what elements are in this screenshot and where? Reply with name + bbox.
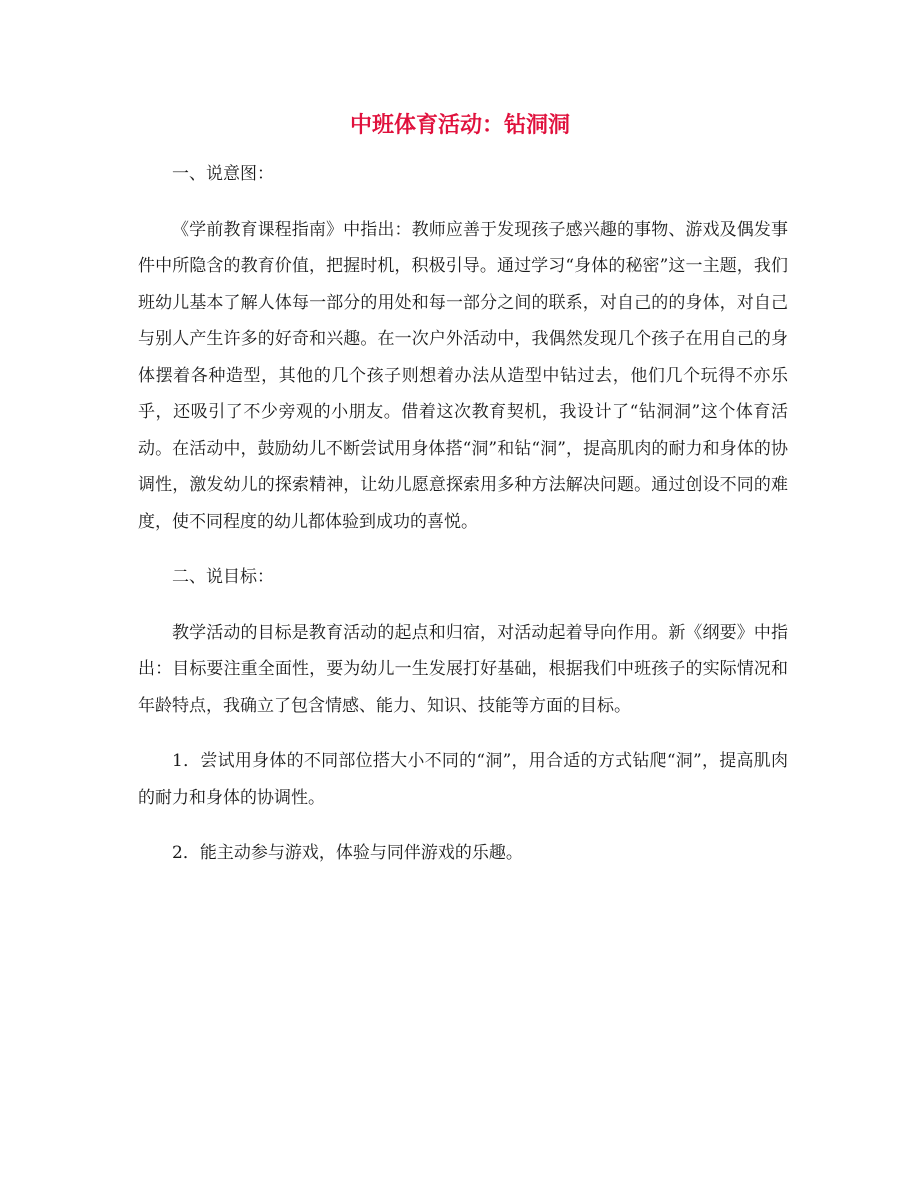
goal-item-2: 2．能主动参与游戏，体验与同伴游戏的乐趣。: [172, 843, 523, 863]
document-body: [138, 156, 788, 891]
paragraph-goals: 教学活动的目标是教育活动的起点和归宿，对活动起着导向作用。新《纲要》中指出：目标要注重全面性，要为幼儿一生发展打好基础，根据我们中班孩子的实际情况和年龄特点，我确立了包含情感、能力、知识、技能等方面的目标。: [138, 622, 788, 716]
section-heading-intent: 一、说意图：: [172, 164, 274, 184]
document-title: 中班体育活动：钻洞洞: [349, 113, 570, 138]
goal-item-1: 1．尝试用身体的不同部位搭大小不同的“洞”，用合适的方式钻爬“洞”，提高肌肉的耐力和身体的协调性。: [138, 751, 788, 808]
paragraph-intent: 《学前教育课程指南》中指出：教师应善于发现孩子感兴趣的事物、游戏及偶发事件中所隐含的教育价值，把握时机，积极引导。通过学习“身体的秘密”这一主题，我们班幼儿基本了解人体每一部分的用处和每一部分之间的联系，对自己的的身体，对自己与别人产生许多的好奇和兴趣。在一次户外活动中，我偶然发现几个孩子在用自己的身体摆着各种造型，其他的几个孩子则想着办法从造型中钻过去，他们几个玩得不亦乐乎，还吸引了不少旁观的小朋友。借着这次教育契机，我设计了“钻洞洞”这个体育活动。在活动中，鼓励幼儿不断尝试用身体搭“洞”和钻“洞”，提高肌肉的耐力和身体的协调性，激发幼儿的探索精神，让幼儿愿意探索用多种方法解决问题。通过创设不同的难度，使不同程度的幼儿都体验到成功的喜悦。: [138, 219, 788, 532]
section-heading-goals: 二、说目标：: [172, 567, 274, 587]
